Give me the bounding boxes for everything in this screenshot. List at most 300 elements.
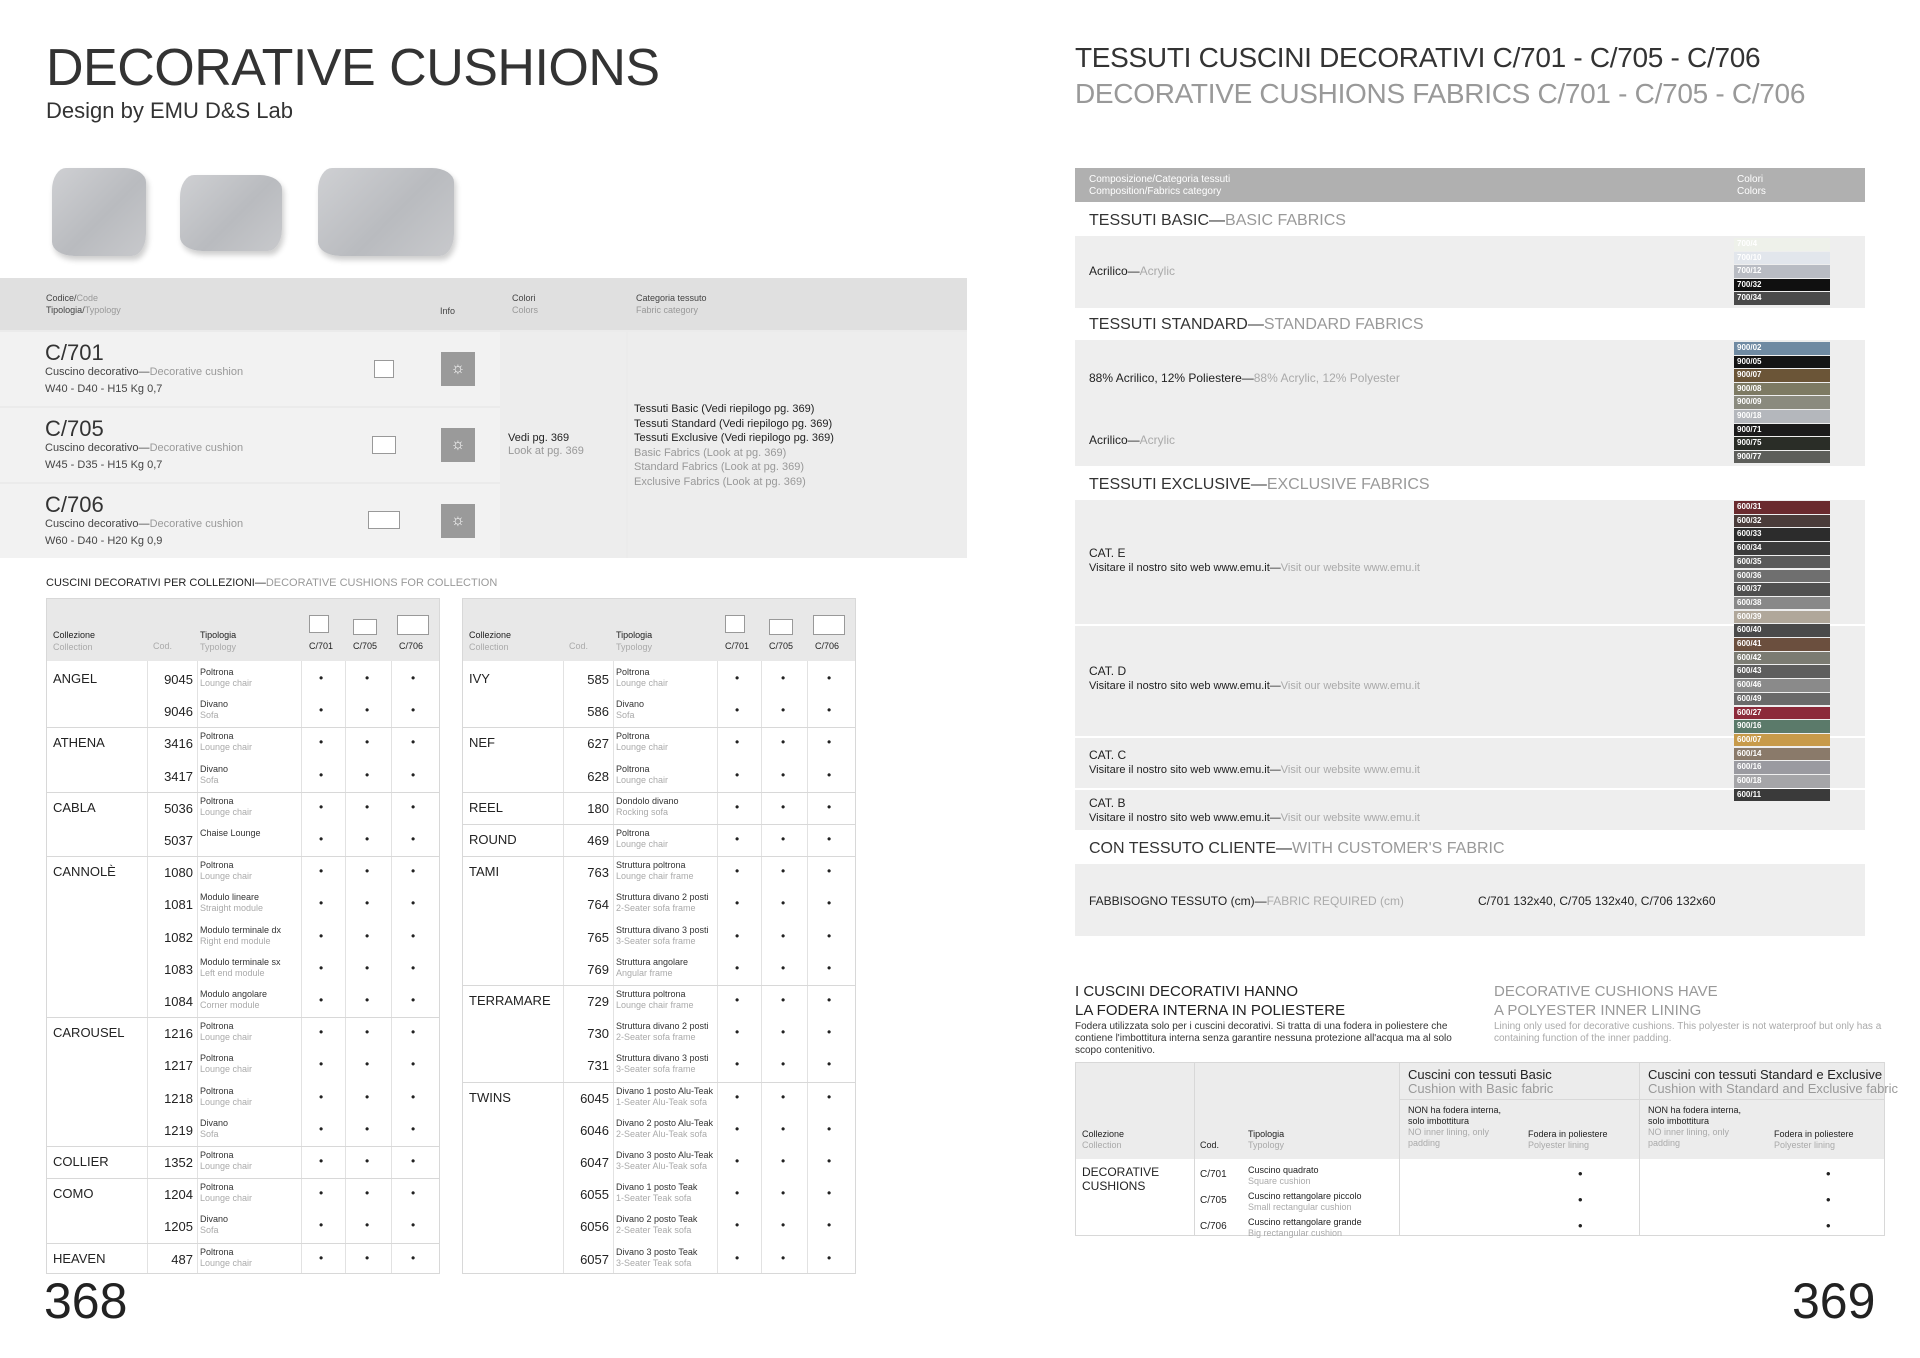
collection-name: CANNOLÈ [53,864,116,880]
availability-dot: • [411,671,416,685]
collection-typology: Struttura angolare Angular frame [616,956,689,978]
color-swatch: 600/18 [1734,775,1830,788]
availability-dot: • [781,928,786,943]
availability-dot: • [735,671,740,685]
collection-typology: Divano 3 posto Teak 3-Seater Teak sofa [616,1246,698,1268]
table-row [463,1146,855,1178]
collection-code: 769 [587,961,609,977]
lt-no-lining: NON ha fodera interna, solo imbottitura NO inner lining, only padding [1648,1105,1742,1148]
availability-dot: • [365,703,370,718]
availability-dot: • [735,896,740,911]
basic-fabrics-title: TESSUTI BASIC—BASIC FABRICS [1089,212,1346,229]
collection-typology: Modulo lineare Straight module [200,892,264,914]
availability-dot: • [365,1057,370,1072]
availability-dot: • [411,1154,416,1168]
collection-code: 3417 [164,768,193,784]
collection-typology: Poltrona Lounge chair [616,828,669,849]
collection-code: 6047 [580,1155,609,1170]
availability-dot: • [411,1218,416,1233]
collection-name: TWINS [469,1089,511,1105]
availability-dot: • [365,1250,370,1265]
basic-fabric-label: Acrilico—Acrylic [1089,264,1176,278]
collection-typology: Poltrona Lounge chair [200,1021,253,1043]
color-swatch: 600/39 [1734,611,1830,624]
table-row [47,663,439,695]
product-dims: W40 - D40 - H15 Kg 0,7 [45,383,163,395]
collection-code: 5037 [164,833,193,848]
availability-dot: • [781,1089,786,1104]
availability-dot: • [1826,1192,1831,1207]
availability-dot: • [735,1089,740,1104]
availability-dot: • [411,960,416,975]
product-desc: Cuscino decorativo—Decorative cushion [45,518,244,530]
collection-typology: Struttura divano 3 posti 3-Seater sofa frame [616,1053,709,1075]
collection-name: ANGEL [53,671,98,686]
collection-table-1 [46,598,440,1274]
availability-dot: • [827,1089,832,1104]
table-row [47,953,439,985]
collection-typology: Divano 1 posto Alu-Teak 1-Seater Alu-Teak sofa [616,1085,714,1107]
collection-code: 1216 [164,1026,193,1042]
collection-typology: Divano Sofa [200,763,229,785]
table-row [463,727,855,759]
collection-name: REEL [469,799,503,815]
lt-no-lining: NON ha fodera interna, solo imbottitura NO inner lining, only padding [1408,1105,1502,1148]
header-fabric: Categoria tessuto Fabric category [636,293,707,315]
collection-typology: Poltrona Lounge chair [200,860,253,882]
availability-dot: • [781,799,786,814]
standard-fabric-label: 88% Acrilico, 12% Poliestere—88% Acrylic, 12% Polyester [1089,371,1400,385]
availability-dot: • [365,928,370,943]
collection-typology: Modulo angolare Corner module [200,989,268,1010]
table-row [463,1049,855,1081]
availability-dot: • [827,1186,832,1201]
product-desc: Cuscino decorativo—Decorative cushion [45,366,244,378]
table-row [47,792,439,824]
color-swatch: 600/43 [1734,665,1830,678]
square-shape-icon [725,615,745,633]
availability-dot: • [735,993,740,1007]
outdoor-info-icon[interactable]: ☼ [441,428,475,462]
cat-b-label: CAT. B Visitare il nostro sito web www.emu.it—Visit our website www.emu.it [1089,796,1420,824]
page-number-left: 368 [44,1273,128,1329]
collection-code: 729 [587,994,609,1009]
lt-standard-header: Cuscini con tessuti Standard e Exclusive Cushion with Standard and Exclusive fabric [1648,1067,1899,1096]
exclusive-fabrics-title: TESSUTI EXCLUSIVE—EXCLUSIVE FABRICS [1089,476,1430,493]
collection-code: 3416 [164,736,193,752]
availability-dot: • [1826,1218,1831,1233]
table-row [463,760,855,792]
collection-table-header: Collezione Collection Cod. Tipologia Typology C/701 C/705 C/706 [463,599,855,661]
lt-cod: C/701 [1200,1169,1227,1180]
availability-dot: • [827,993,832,1007]
cat-e-label: CAT. E Visitare il nostro sito web www.emu.it—Visit our website www.emu.it [1089,546,1420,574]
availability-dot: • [319,1218,324,1233]
availability-dot: • [365,1121,370,1136]
collection-typology: Poltrona Lounge chair [200,795,253,817]
availability-dot: • [365,1218,370,1233]
rectangle-shape-icon [769,619,793,635]
cat-d-label: CAT. D Visitare il nostro sito web www.emu.it—Visit our website www.emu.it [1089,664,1420,692]
table-row [463,1114,855,1146]
availability-dot: • [827,960,832,975]
collection-typology: Modulo terminale sx Left end module [200,956,281,978]
customer-fabric-title: CON TESSUTO CLIENTE—WITH CUSTOMER'S FABRIC [1089,840,1505,857]
availability-dot: • [827,767,832,782]
fabrics-title-en: DECORATIVE CUSHIONS FABRICS C/701 - C/705 - C/706 [1075,78,1806,109]
color-swatch: 700/10 [1734,252,1830,265]
table-row [47,1243,439,1275]
color-swatch: 600/31 [1734,501,1830,514]
collection-typology: Divano 1 posto Teak 1-Seater Teak sofa [616,1182,698,1204]
collection-typology: Poltrona Lounge chair [200,731,253,753]
collection-code: 487 [171,1251,193,1267]
availability-dot: • [365,993,370,1007]
lining-text-en: Lining only used for decorative cushions. This polyester is not waterproof but only has a containing function of the inner padding. [1494,1021,1882,1044]
standard-fabrics-title: TESSUTI STANDARD—STANDARD FABRICS [1089,316,1424,333]
color-swatch: 600/38 [1734,597,1830,610]
availability-dot: • [319,1154,324,1168]
color-swatch: 900/71 [1734,424,1830,437]
availability-dot: • [411,1121,416,1136]
collection-code: 763 [587,865,609,881]
availability-dot: • [319,1057,324,1072]
collection-typology: Poltrona Lounge chair [200,667,253,688]
availability-dot: • [365,735,370,750]
availability-dot: • [411,864,416,879]
lt-collection-header: Collezione Collection [1082,1129,1125,1150]
collection-typology: Poltrona Lounge chair [200,1053,253,1075]
availability-dot: • [781,1250,786,1265]
outdoor-info-icon[interactable]: ☼ [441,352,475,386]
collection-code: 6045 [580,1090,609,1106]
table-row [47,1082,439,1114]
wide-rectangle-shape-icon [368,511,400,529]
cat-c-label: CAT. C Visitare il nostro sito web www.emu.it—Visit our website www.emu.it [1089,748,1420,776]
collection-typology: Struttura divano 2 posti 2-Seater sofa frame [616,892,709,914]
availability-dot: • [781,735,786,750]
product-dims: W60 - D40 - H20 Kg 0,9 [45,535,163,547]
color-swatch: 600/37 [1734,583,1830,596]
availability-dot: • [411,767,416,782]
collection-code: 1081 [164,897,193,913]
availability-dot: • [319,1250,324,1265]
color-swatch: 600/42 [1734,652,1830,665]
table-row [47,727,439,759]
outdoor-info-icon[interactable]: ☼ [441,504,475,538]
availability-dot: • [319,1186,324,1201]
lining-title-en: DECORATIVE CUSHIONS HAVE A POLYESTER INNER LINING [1494,983,1718,1019]
lt-basic-header: Cuscini con tessuti Basic Cushion with Basic fabric [1408,1067,1554,1096]
availability-dot: • [411,896,416,911]
rectangle-shape-icon [353,619,377,635]
collection-name: TAMI [469,864,500,880]
collection-typology: Poltrona Lounge chair [200,1150,253,1171]
availability-dot: • [319,993,324,1007]
table-row [463,663,855,695]
availability-dot: • [827,1154,832,1168]
color-swatch: 600/49 [1734,693,1830,706]
availability-dot: • [781,896,786,911]
availability-dot: • [319,735,324,750]
color-swatch: 900/75 [1734,437,1830,450]
collection-code: 9046 [164,704,193,720]
availability-dot: • [827,1218,832,1233]
header-code: Codice/Code Tipologia/Typology [46,293,121,315]
availability-dot: • [781,1218,786,1233]
table-row [1076,1215,1884,1239]
color-swatch: 900/09 [1734,396,1830,409]
color-swatch: 600/14 [1734,748,1830,761]
collection-name: HEAVEN [53,1250,106,1266]
availability-dot: • [827,928,832,943]
collection-name: COMO [53,1186,94,1202]
availability-dot: • [365,832,370,846]
availability-dot: • [781,671,786,685]
collection-code: 6057 [580,1251,609,1267]
collection-typology: Struttura poltrona Lounge chair frame [616,860,694,882]
table-row [463,985,855,1017]
collection-code: 1352 [164,1155,193,1170]
collection-code: 9045 [164,672,193,687]
availability-dot: • [1578,1218,1583,1233]
colors-ref: Vedi pg. 369 Look at pg. 369 [508,432,584,457]
lt-typology: Cuscino rettangolare piccolo Small rectangular cushion [1248,1191,1362,1212]
collection-code: 469 [587,833,609,848]
availability-dot: • [411,993,416,1007]
color-swatch: 700/12 [1734,265,1830,278]
product-desc: Cuscino decorativo—Decorative cushion [45,442,244,454]
collection-name: CAROUSEL [53,1025,125,1041]
color-swatch: 600/36 [1734,570,1830,583]
availability-dot: • [735,735,740,750]
availability-dot: • [411,703,416,718]
table-row [47,824,439,856]
availability-dot: • [365,1154,370,1168]
page-number-right: 369 [1792,1273,1876,1329]
product-dims: W45 - D35 - H15 Kg 0,7 [45,459,163,471]
availability-dot: • [781,960,786,975]
collection-code: 1084 [164,994,193,1009]
color-swatch: 700/34 [1734,292,1830,305]
availability-dot: • [365,767,370,782]
header-info: Info [440,306,456,316]
lt-typology: Cuscino rettangolare grande Big rectangular cushion [1248,1217,1362,1238]
color-swatch: 600/41 [1734,638,1830,651]
availability-dot: • [827,671,832,685]
table-row [47,1178,439,1210]
wide-rectangle-shape-icon [813,615,845,635]
lt-cod: C/706 [1200,1221,1227,1232]
table-row [463,1210,855,1242]
rectangle-shape-icon [372,436,396,454]
availability-dot: • [735,1218,740,1233]
availability-dot: • [365,864,370,879]
collection-code: 764 [587,897,609,913]
color-swatch: 700/32 [1734,279,1830,292]
color-swatch: 600/40 [1734,624,1830,637]
color-swatch: 700/4 [1734,238,1830,251]
availability-dot: • [735,1186,740,1201]
table-row [463,856,855,888]
availability-dot: • [827,735,832,750]
color-swatch: 900/16 [1734,720,1830,733]
collection-typology: Poltrona Lounge chair [200,1182,253,1204]
collection-name: CABLA [53,799,96,815]
table-row [47,888,439,920]
availability-dot: • [1826,1166,1831,1181]
collection-typology: Poltrona Lounge chair [616,731,669,753]
collection-typology: Dondolo divano Rocking sofa [616,795,679,817]
color-swatch: 600/27 [1734,707,1830,720]
table-row [47,921,439,953]
color-swatch: 900/18 [1734,410,1830,423]
lt-lining: Fodera in poliestere Polyester lining [1774,1129,1854,1150]
collection-typology: Divano 3 posto Alu-Teak 3-Seater Alu-Teak sofa [616,1150,714,1171]
availability-dot: • [781,1025,786,1040]
collection-code: 627 [587,736,609,752]
availability-dot: • [827,1025,832,1040]
collection-typology: Poltrona Lounge chair [616,763,669,785]
availability-dot: • [781,1121,786,1136]
availability-dot: • [319,767,324,782]
availability-dot: • [781,993,786,1007]
cushion-c701-image [52,168,146,256]
color-swatch: 600/33 [1734,528,1830,541]
availability-dot: • [735,1154,740,1168]
collection-code: 765 [587,929,609,945]
table-row [463,1082,855,1114]
collection-typology: Struttura divano 3 posti 3-Seater sofa frame [616,924,709,946]
availability-dot: • [735,960,740,975]
availability-dot: • [319,799,324,814]
fabrics-table-header: Composizione/Categoria tessuti Composition/Fabrics category Colori Colors [1075,168,1865,202]
lt-collection-name: DECORATIVE CUSHIONS [1082,1165,1160,1193]
availability-dot: • [411,735,416,750]
collection-code: 6055 [580,1187,609,1203]
collection-name: COLLIER [53,1154,109,1169]
collection-code: 6046 [580,1122,609,1138]
collection-code: 6056 [580,1219,609,1235]
page-subtitle: Design by EMU D&S Lab [46,98,293,123]
collection-code: 180 [587,800,609,816]
lining-title: I CUSCINI DECORATIVI HANNO LA FODERA INTERNA IN POLIESTERE [1075,983,1346,1019]
lt-lining: Fodera in poliestere Polyester lining [1528,1129,1608,1150]
square-shape-icon [374,360,394,378]
availability-dot: • [365,960,370,975]
table-row [463,953,855,985]
availability-dot: • [411,832,416,846]
table-row [47,985,439,1017]
table-row [463,1243,855,1275]
availability-dot: • [735,1121,740,1136]
availability-dot: • [781,767,786,782]
lt-cod-header: Cod. [1200,1140,1220,1150]
availability-dot: • [411,1057,416,1072]
collection-table-2 [462,598,856,1274]
table-row [47,1049,439,1081]
collection-code: 1204 [164,1187,193,1203]
collection-code: 1080 [164,865,193,881]
table-row [47,1114,439,1146]
collection-code: 585 [587,672,609,687]
availability-dot: • [411,928,416,943]
table-row [1076,1189,1884,1213]
availability-dot: • [365,799,370,814]
lining-text: Fodera utilizzata solo per i cuscini decorativi. Si tratta di una fodera in poliestere che contiene l'imbottitura interna senza garantire nessuna protezione all'acqua ma al solo scopo contenitivo. [1075,1021,1452,1056]
fabrics-title: TESSUTI CUSCINI DECORATIVI C/701 - C/705 - C/706 [1075,42,1761,73]
availability-dot: • [735,1250,740,1265]
collection-code: 1218 [164,1090,193,1106]
table-row [1076,1163,1884,1187]
collection-name: IVY [469,671,490,686]
collection-code: 628 [587,768,609,784]
collection-typology: Divano Sofa [616,699,645,721]
table-row [463,824,855,856]
collection-name: NEF [469,735,495,751]
color-swatch: 900/05 [1734,356,1830,369]
collection-typology: Divano Sofa [200,1117,229,1139]
cushion-c705-image [180,175,282,251]
lt-typology: Cuscino quadrato Square cushion [1248,1165,1319,1186]
availability-dot: • [827,832,832,846]
availability-dot: • [827,1057,832,1072]
availability-dot: • [827,864,832,879]
availability-dot: • [319,1025,324,1040]
availability-dot: • [411,1089,416,1104]
collection-code: 1217 [164,1058,193,1074]
table-row [463,792,855,824]
collection-typology: Struttura poltrona Lounge chair frame [616,989,694,1010]
availability-dot: • [411,799,416,814]
collection-typology: Divano 2 posto Teak 2-Seater Teak sofa [616,1214,698,1236]
availability-dot: • [1578,1166,1583,1181]
product-code: C/701 [45,340,104,365]
availability-dot: • [411,1250,416,1265]
collection-typology: Divano Sofa [200,699,229,721]
lt-cod: C/705 [1200,1195,1227,1206]
standard-fabric-label: Acrilico—Acrylic [1089,433,1176,447]
availability-dot: • [735,767,740,782]
product-code: C/705 [45,416,104,441]
collection-code: 731 [587,1058,609,1074]
table-row [47,1146,439,1178]
wide-rectangle-shape-icon [397,615,429,635]
availability-dot: • [411,1025,416,1040]
availability-dot: • [319,1089,324,1104]
availability-dot: • [827,1121,832,1136]
availability-dot: • [319,928,324,943]
lt-typology-header: Tipologia Typology [1248,1129,1285,1150]
availability-dot: • [781,703,786,718]
table-row [463,695,855,727]
collection-code: 1219 [164,1122,193,1138]
table-row [47,695,439,727]
collection-typology: Poltrona Lounge chair [616,667,669,688]
availability-dot: • [319,896,324,911]
color-swatch: 600/46 [1734,679,1830,692]
availability-dot: • [827,896,832,911]
availability-dot: • [781,1057,786,1072]
availability-dot: • [319,832,324,846]
availability-dot: • [781,864,786,879]
availability-dot: • [827,1250,832,1265]
color-swatch: 600/35 [1734,556,1830,569]
lining-table [1075,1062,1899,1238]
product-code: C/706 [45,492,104,517]
collection-typology: Modulo terminale dx Right end module [200,924,282,946]
availability-dot: • [735,1057,740,1072]
